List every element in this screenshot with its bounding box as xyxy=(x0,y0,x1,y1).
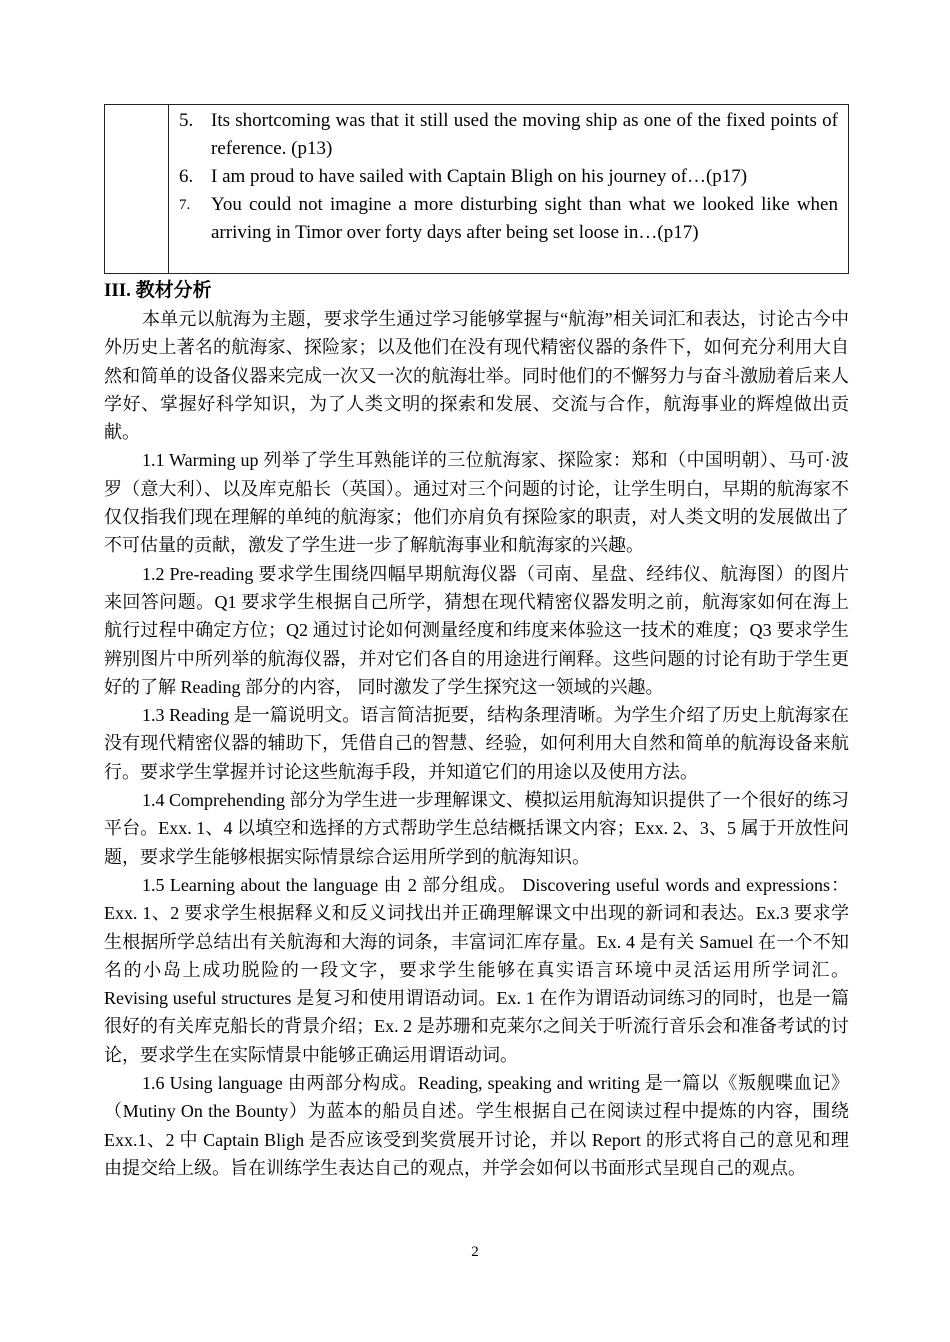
list-item-number: 5. xyxy=(179,110,194,131)
section-heading: III. 教材分析 xyxy=(104,280,212,301)
page-number: 2 xyxy=(471,1244,479,1260)
list-item xyxy=(179,163,838,191)
section-body xyxy=(104,305,849,1182)
paragraph-using-language: 1.6 Using language 由两部分构成。Reading, speaking and writing 是一篇以《叛舰喋血记》（Mutiny On the Bounty）为蓝本的船员自述。学生根据自己在阅读过程中提炼的内容，围绕 Exx.1、2 中 Captain Bligh 是否应该受到奖赏展开讨论，并以 Report 的形式将自己的意见和理由提交给上级。旨在训练学生表达自己的观点，并学会如何以书面形式呈现自己的观点。 xyxy=(104,1073,849,1178)
paragraph-learning-language: 1.5 Learning about the language 由 2 部分组成。 Discovering useful words and expressions：Exx. 1、2 要求学生根据释义和反义词找出并正确理解课文中出现的新词和表达。Ex.3 要求学生根据所学总结出有关航海和大海的词条，丰富词汇库存量。Ex. 4 是有关 Samuel 在一个不知名的小岛上成功脱险的一段文字，要求学生能够在真实语言环境中灵活运用所学词汇。Revising useful structures 是复习和使用谓语动词。Ex. 1 在作为谓语动词练习的同时，也是一篇很好的有关库克船长的背景介绍；Ex. 2 是苏珊和克莱尔之间关于听流行音乐会和准备考试的讨论，要求学生在实际情景中能够正确运用谓语动词。 xyxy=(104,874,849,1065)
sentence-table xyxy=(104,104,849,274)
list-item xyxy=(179,191,838,247)
list-item xyxy=(179,107,838,163)
list-item-number: 6. xyxy=(179,166,194,187)
table-column-divider xyxy=(168,105,169,273)
list-item-number: 7. xyxy=(179,197,191,213)
list-item-text: You could not imagine a more disturbing sight than what we looked like when arriving in Timor over forty days after being set loose in…(p17) xyxy=(211,194,838,243)
paragraph-intro: 本单元以航海为主题，要求学生通过学习能够掌握与“航海”相关词汇和表达，讨论古今中外历史上著名的航海家、探险家；以及他们在没有现代精密仪器的条件下，如何充分利用大自然和简单的设备仪器来完成一次又一次的航海壮举。同时他们的不懈努力与奋斗激励着后来人学好、掌握好科学知识，为了人类文明的探索和发展、交流与合作，航海事业的辉煌做出贡献。 xyxy=(104,309,849,443)
paragraph-reading: 1.3 Reading 是一篇说明文。语言简洁扼要，结构条理清晰。为学生介绍了历史上航海家在没有现代精密仪器的辅助下，凭借自己的智慧、经验，如何利用大自然和简单的航海设备来航行。要求学生掌握并讨论这些航海手段，并知道它们的用途以及使用方法。 xyxy=(104,705,849,782)
paragraph-pre-reading: 1.2 Pre-reading 要求学生围绕四幅早期航海仪器（司南、星盘、经纬仪、航海图）的图片来回答问题。Q1 要求学生根据自己所学，猜想在现代精密仪器发明之前，航海家如何在海上航行过程中确定方位；Q2 通过讨论如何测量经度和纬度来体验这一技术的难度；Q3 要求学生辨别图片中所列举的航海仪器，并对它们各自的用途进行阐释。这些问题的讨论有助于学生更好的了解 Reading 部分的内容， 同时激发了学生探究这一领域的兴趣。 xyxy=(104,563,849,697)
list-item-text: Its shortcoming was that it still used the moving ship as one of the fixed points of reference. (p13) xyxy=(211,110,838,159)
sentence-list xyxy=(179,107,838,247)
paragraph-comprehending: 1.4 Comprehending 部分为学生进一步理解课文、模拟运用航海知识提供了一个很好的练习平台。Exx. 1、4 以填空和选择的方式帮助学生总结概括课文内容；Exx. 2、3、5 属于开放性问题，要求学生能够根据实际情景综合运用所学到的航海知识。 xyxy=(104,790,849,867)
list-item-text: I am proud to have sailed with Captain Bligh on his journey of…(p17) xyxy=(211,166,748,187)
paragraph-warming-up: 1.1 Warming up 列举了学生耳熟能详的三位航海家、探险家：郑和（中国明朝）、马可·波罗（意大利）、以及库克船长（英国）。通过对三个问题的讨论，让学生明白，早期的航海家不仅仅指我们现在理解的单纯的航海家；他们亦肩负有探险家的职责，对人类文明的发展做出了不可估量的贡献，激发了学生进一步了解航海事业和航海家的兴趣。 xyxy=(104,450,849,556)
